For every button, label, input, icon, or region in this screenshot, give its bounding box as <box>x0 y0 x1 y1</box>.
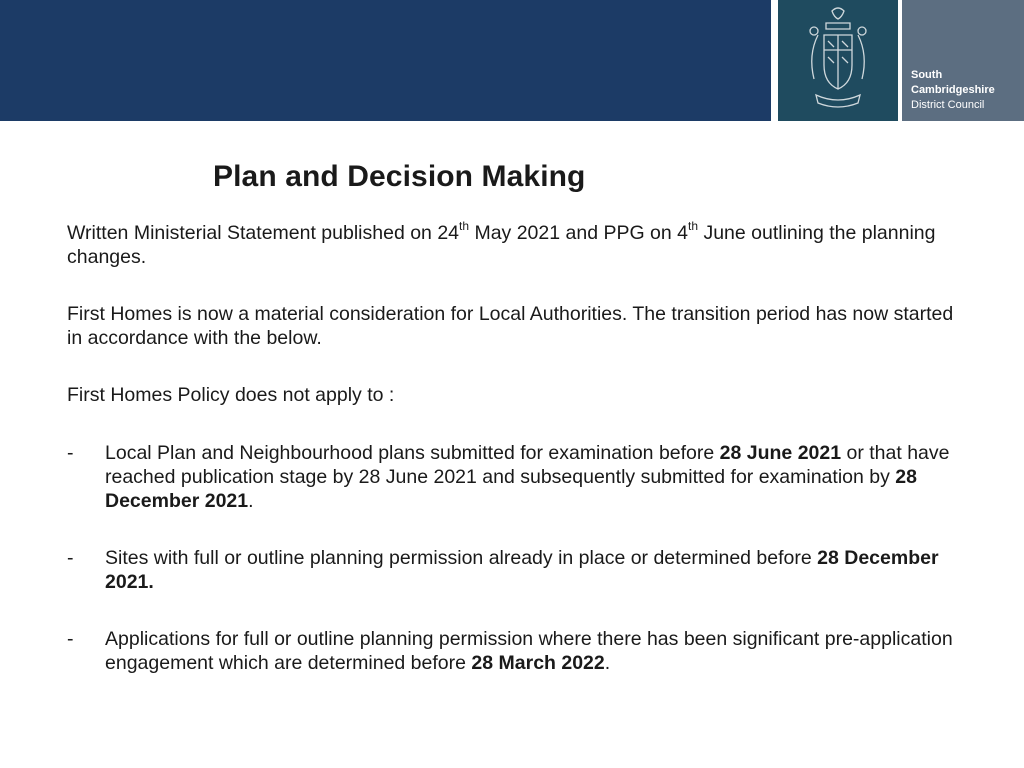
council-name-line3: District Council <box>911 99 985 111</box>
p1-sup2: th <box>688 218 699 233</box>
b2-bold-date: 28 December 2021. <box>105 547 939 593</box>
b1-text-a: Local Plan and Neighbourhood plans submitted for examination before <box>105 442 720 464</box>
crest-panel <box>778 0 898 121</box>
p1-text-b: May 2021 and PPG on 4 <box>469 222 689 244</box>
b1-bold-date1: 28 June 2021 <box>719 442 842 464</box>
bullet-marker: - <box>67 442 74 464</box>
bullet-marker: - <box>67 547 74 569</box>
b1-bold-date2: 28 December 2021 <box>105 466 917 512</box>
council-name <box>911 68 995 113</box>
b2-text-a: Sites with full or outline planning permission already in place or determined before <box>105 547 818 569</box>
p1-sup1: th <box>459 218 470 233</box>
coat-of-arms-icon <box>802 5 874 117</box>
slide-title: Plan and Decision Making <box>213 160 586 193</box>
council-name-line1: South <box>911 69 943 81</box>
header-banner <box>0 0 771 121</box>
bullet-applications <box>105 627 965 675</box>
b3-text-b: . <box>604 652 611 674</box>
council-name-line2: Cambridgeshire <box>911 84 995 96</box>
p1-text-c: June outlining the planning changes. <box>67 222 936 268</box>
bullet-marker: - <box>67 628 74 650</box>
bullet-sites-permission <box>105 546 965 594</box>
b3-text-a: Applications for full or outline planning permission where there has been significant pre-application engagement which are determined before <box>105 628 953 674</box>
header-bar <box>0 0 1024 121</box>
council-logo <box>902 0 1024 121</box>
paragraph-first-homes: First Homes is now a material consideration for Local Authorities. The transition period has now started in accordance with the below. <box>67 303 954 349</box>
b1-text-b: or that have reached publication stage by 28 June 2021 and subsequently submitted for examination by <box>105 442 950 488</box>
p1-text-a: Written Ministerial Statement published on 24 <box>67 222 460 244</box>
b1-text-c: . <box>248 490 254 512</box>
paragraph-policy-exemptions: First Homes Policy does not apply to : <box>67 384 395 406</box>
b3-bold-date: 28 March 2022 <box>471 652 605 674</box>
bullet-local-plan <box>105 441 965 513</box>
paragraph-ministerial-statement <box>67 218 967 269</box>
